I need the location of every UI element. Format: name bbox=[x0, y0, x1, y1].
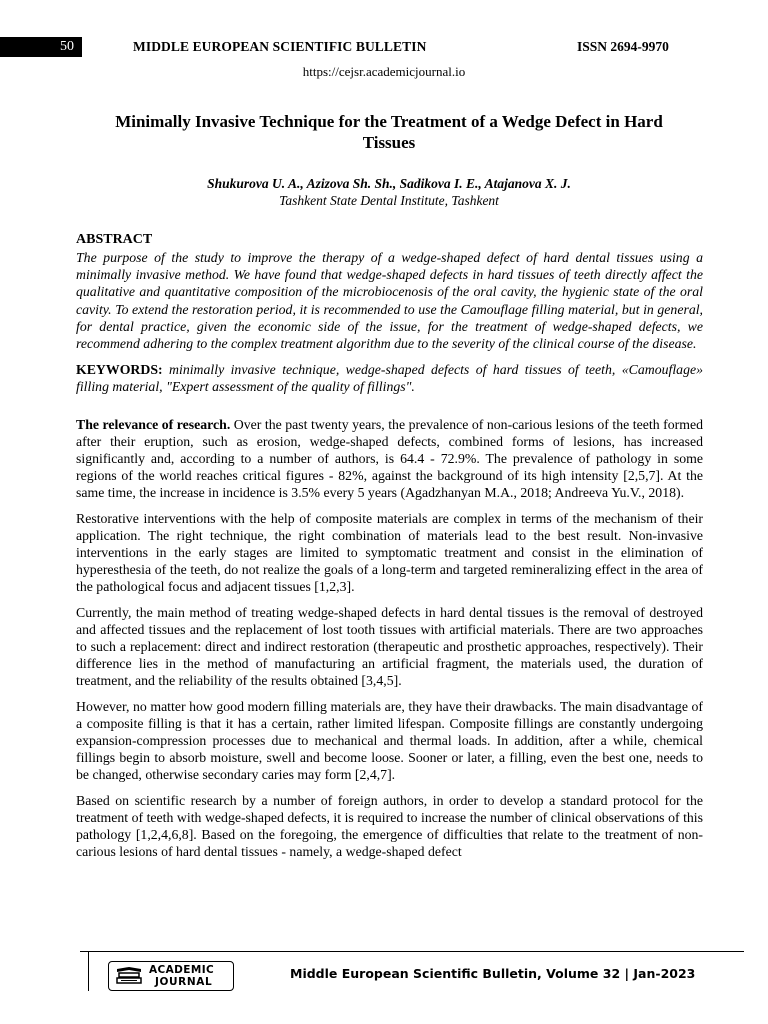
academic-journal-logo bbox=[108, 961, 234, 991]
affiliation: Tashkent State Dental Institute, Tashkent bbox=[279, 193, 499, 208]
page-number: 50 bbox=[60, 39, 74, 54]
abstract-text: The purpose of the study to improve the therapy of a wedge-shaped defect of hard dental tissues using a minimally invasive method. We have found that wedge-shaped defects in hard tissues of teeth directly affect the qualitative and quantitative composition of the microbiocenosis of the oral cavity, the hygienic state of the oral cavity. To extend the restoration period, it is recommended to use the Camouflage filling material, but in general, for dental practice, given the economic side of the issue, for the treatment of wedge-shaped defects, we recommend adhering to the complex treatment algorithm due to the severity of the clinical course of the disease. bbox=[76, 250, 703, 352]
article-body bbox=[76, 231, 703, 869]
paragraph-relevance bbox=[76, 416, 703, 502]
keywords bbox=[76, 361, 703, 395]
footer-citation: Middle European Scientific Bulletin, Volume 32 | Jan-2023 bbox=[290, 966, 696, 981]
authors: Shukurova U. A., Azizova Sh. Sh., Sadikova I. E., Atajanova X. J. bbox=[207, 176, 571, 191]
keywords-label: KEYWORDS: bbox=[76, 362, 163, 378]
abstract-heading: ABSTRACT bbox=[76, 232, 153, 247]
journal-name: MIDDLE EUROPEAN SCIENTIFIC BULLETIN bbox=[133, 39, 427, 54]
relevance-heading: The relevance of research. bbox=[76, 416, 231, 432]
logo-text-top: ACADEMIC bbox=[149, 964, 215, 976]
paragraph-restorative: Restorative interventions with the help of composite materials are complex in terms of the mechanism of their application. The right technique, the right combination of materials lead to the best result. Non-invasive interventions in the early stages are limited to symptomatic treatment and consist in the elimination of hyperesthesia of the teeth, do not realize the goals of a long-term and targeted remineralizing effect in the area of the pathological focus and adjacent tissues [1,2,3]. bbox=[76, 510, 703, 595]
paragraph-however: However, no matter how good modern filling materials are, they have their drawbacks. The main disadvantage of a composite filling is that it has a certain, rather limited lifespan. Composite fillings are constantly undergoing expansion-compression processes due to mechanical and thermal loads. In addition, after a while, chemical fillings begin to absorb moisture, swell and become loose. Sooner or later, a filling, even the best one, needs to be changed, otherwise secondary caries may form [2,4,7]. bbox=[76, 698, 703, 783]
paragraph-currently: Currently, the main method of treating wedge-shaped defects in hard dental tissues is the removal of destroyed and affected tissues and the replacement of lost tooth tissues with artificial materials. There are two approaches to such a replacement: direct and indirect restoration (therapeutic and prosthetic approaches, respectively). Their difference lies in the method of manufacturing an artificial fragment, the materials used, the duration of treatment, and the reliability of the results obtained [3,4,5]. bbox=[76, 604, 703, 689]
book-stack-icon bbox=[114, 966, 144, 986]
journal-url[interactable]: https://cejsr.academicjournal.io bbox=[302, 64, 466, 79]
keywords-text: minimally invasive technique, wedge-shaped defects of hard tissues of teeth, «Camouflage» filling material, "Expert assessment of the quality of fillings". bbox=[76, 362, 703, 395]
footer-vertical-divider bbox=[88, 951, 89, 991]
issn: ISSN 2694-9970 bbox=[577, 39, 669, 54]
article-title: Minimally Invasive Technique for the Treatment of a Wedge Defect in Hard Tissues bbox=[115, 112, 663, 152]
footer-divider bbox=[80, 951, 744, 952]
paragraph-based-on: Based on scientific research by a number of foreign authors, in order to develop a standard protocol for the treatment of teeth with wedge-shaped defects, it is required to increase the number of clinical observations of this pathology [1,2,4,6,8]. Based on the foregoing, the emergence of difficulties that relate to the treatment of non-carious lesions of hard dental tissues - namely, a wedge-shaped defect bbox=[76, 792, 703, 860]
logo-text-bottom: JOURNAL bbox=[155, 976, 213, 988]
relevance-text: Over the past twenty years, the prevalence of non-carious lesions of the teeth formed after their eruption, such as erosion, wedge-shaped defects, combined forms of lesions, has increased significantly and, according to a number of authors, is 64.4 - 72.9%. The prevalence of pathology in some regions of the world reaches critical figures - 82%, against the background of its high intensity [2,5,7]. At the same time, the increase in incidence is 3.5% every 5 years (Agadzhanyan M.A., 2018; Andreeva Yu.V., 2018). bbox=[76, 416, 703, 501]
